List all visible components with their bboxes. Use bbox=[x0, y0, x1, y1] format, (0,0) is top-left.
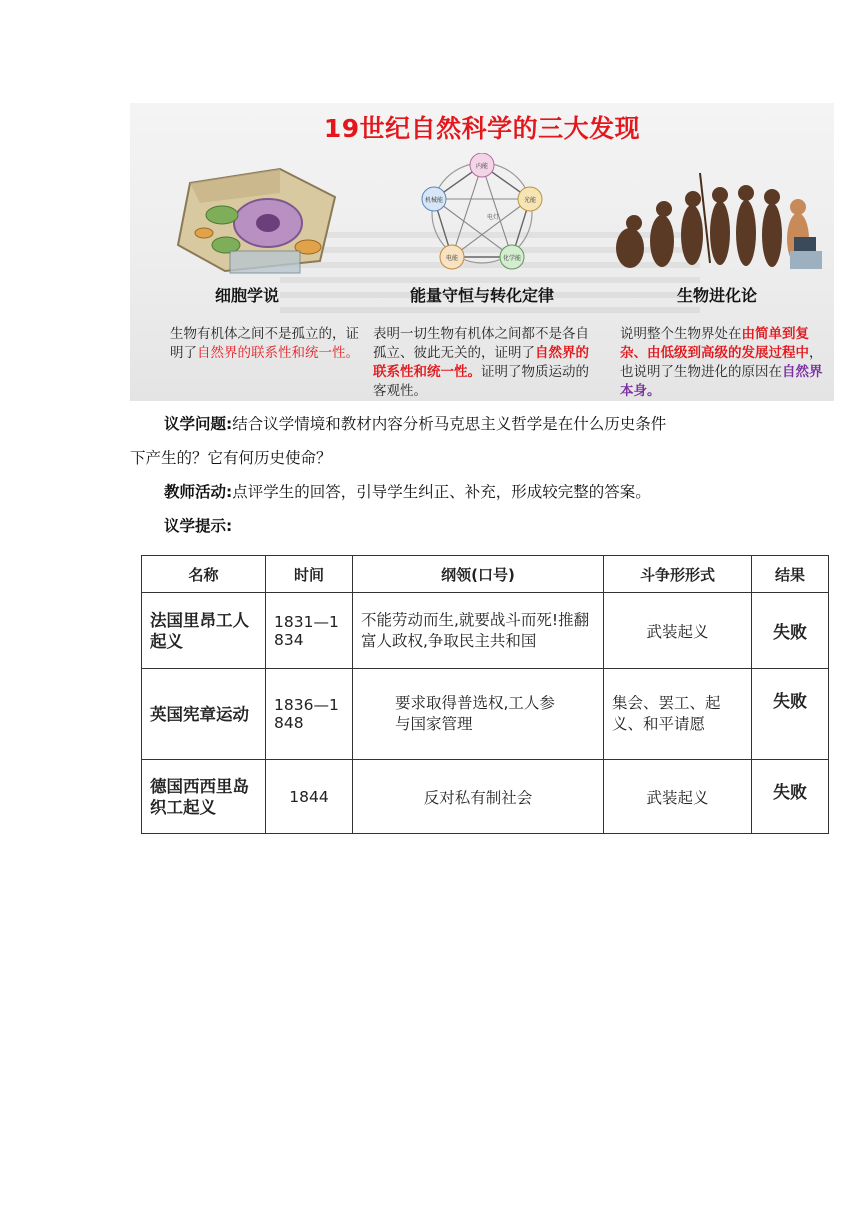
panel-text-energy-conservation bbox=[373, 325, 595, 401]
cell-name: 法国里昂工人起义 bbox=[142, 593, 266, 669]
header-time: 时间 bbox=[266, 556, 353, 593]
cell-time: 1836—1848 bbox=[266, 669, 353, 760]
panel-energy-conservation bbox=[365, 153, 599, 401]
panel-text-part: 表明一切生物有机体之间都不是各自孤立、彼此无关的，证明了 bbox=[373, 326, 589, 361]
panel-name-cell-theory: 细胞学说 bbox=[214, 286, 279, 305]
plant-cell-illustration bbox=[130, 153, 364, 278]
cell-result: 失败 bbox=[752, 593, 829, 669]
discussion-question bbox=[130, 414, 830, 434]
cell-time: 1844 bbox=[266, 760, 353, 834]
cell-result: 失败 bbox=[752, 669, 829, 760]
diagram-label: 电能 bbox=[445, 255, 459, 262]
panel-text-highlight: 由简单到复杂、由低级到高级的发展过程中 bbox=[620, 326, 809, 361]
cell-program: 反对私有制社会 bbox=[353, 760, 604, 834]
panel-text-highlight: 自然界的联系性和统一性。 bbox=[373, 345, 589, 380]
diagram-label: 光能 bbox=[523, 197, 537, 204]
diagram-label: 机械能 bbox=[424, 197, 444, 204]
workers-movement-table bbox=[141, 555, 829, 834]
header-program: 纲领(口号) bbox=[353, 556, 604, 593]
discussion-question-cont: 下产生的？它有何历史使命？ bbox=[130, 449, 332, 467]
panel-cell-theory bbox=[130, 153, 364, 401]
teacher-activity bbox=[130, 482, 830, 502]
panel-text-part: 说明整个生物界处在 bbox=[620, 326, 742, 342]
banner-title: 19世纪自然科学的三大发现 bbox=[323, 114, 641, 143]
energy-conversion-diagram bbox=[365, 153, 599, 278]
panel-text-part: 生物有机体之间不是孤立的，证明了 bbox=[170, 326, 359, 361]
header-result: 结果 bbox=[752, 556, 829, 593]
panel-evolution bbox=[600, 153, 834, 401]
panel-text-highlight: 自然界的联系性和统一性。 bbox=[197, 345, 359, 361]
discussion-hint-label: 议学提示: bbox=[164, 517, 233, 535]
panel-text-highlight: 自然界本身。 bbox=[620, 364, 823, 399]
diagram-label: 电灯 bbox=[486, 214, 500, 221]
panel-text-evolution bbox=[620, 325, 830, 401]
cell-program: 要求取得普选权,工人参与国家管理 bbox=[353, 669, 604, 760]
table-row bbox=[142, 760, 829, 834]
teacher-activity-text: 点评学生的回答，引导学生纠正、补充，形成较完整的答案。 bbox=[232, 483, 651, 501]
cell-time: 1831—1834 bbox=[266, 593, 353, 669]
table-row bbox=[142, 669, 829, 760]
discussion-question-label: 议学问题: bbox=[164, 415, 233, 433]
panel-name-energy-conservation: 能量守恒与转化定律 bbox=[409, 286, 554, 305]
human-evolution-illustration bbox=[600, 153, 834, 278]
discussion-question-text: 结合议学情境和教材内容分析马克思主义哲学是在什么历史条件 bbox=[232, 415, 667, 433]
cell-name: 英国宪章运动 bbox=[142, 669, 266, 760]
header-name: 名称 bbox=[142, 556, 266, 593]
diagram-label: 化学能 bbox=[502, 255, 522, 262]
cell-name: 德国西西里岛织工起义 bbox=[142, 760, 266, 834]
panel-text-part: 证明了物质运动的客观性。 bbox=[373, 364, 589, 399]
teacher-activity-label: 教师活动: bbox=[164, 483, 233, 501]
header-form: 斗争形形式 bbox=[604, 556, 752, 593]
discussion-hint bbox=[130, 516, 830, 536]
cell-form: 集会、罢工、起义、和平请愿 bbox=[604, 669, 752, 760]
cell-form: 武装起义 bbox=[604, 593, 752, 669]
panel-text-cell-theory bbox=[170, 325, 360, 363]
panel-text-part: ，也说明了生物进化的原因在 bbox=[620, 345, 823, 380]
table-header-row bbox=[142, 556, 829, 593]
cell-program: 不能劳动而生,就要战斗而死!推翻富人政权,争取民主共和国 bbox=[353, 593, 604, 669]
diagram-label: 内能 bbox=[475, 163, 489, 170]
cell-form: 武装起义 bbox=[604, 760, 752, 834]
cell-result: 失败 bbox=[752, 760, 829, 834]
panel-name-evolution: 生物进化论 bbox=[676, 286, 757, 305]
three-discoveries-banner bbox=[130, 103, 834, 401]
table-row bbox=[142, 593, 829, 669]
